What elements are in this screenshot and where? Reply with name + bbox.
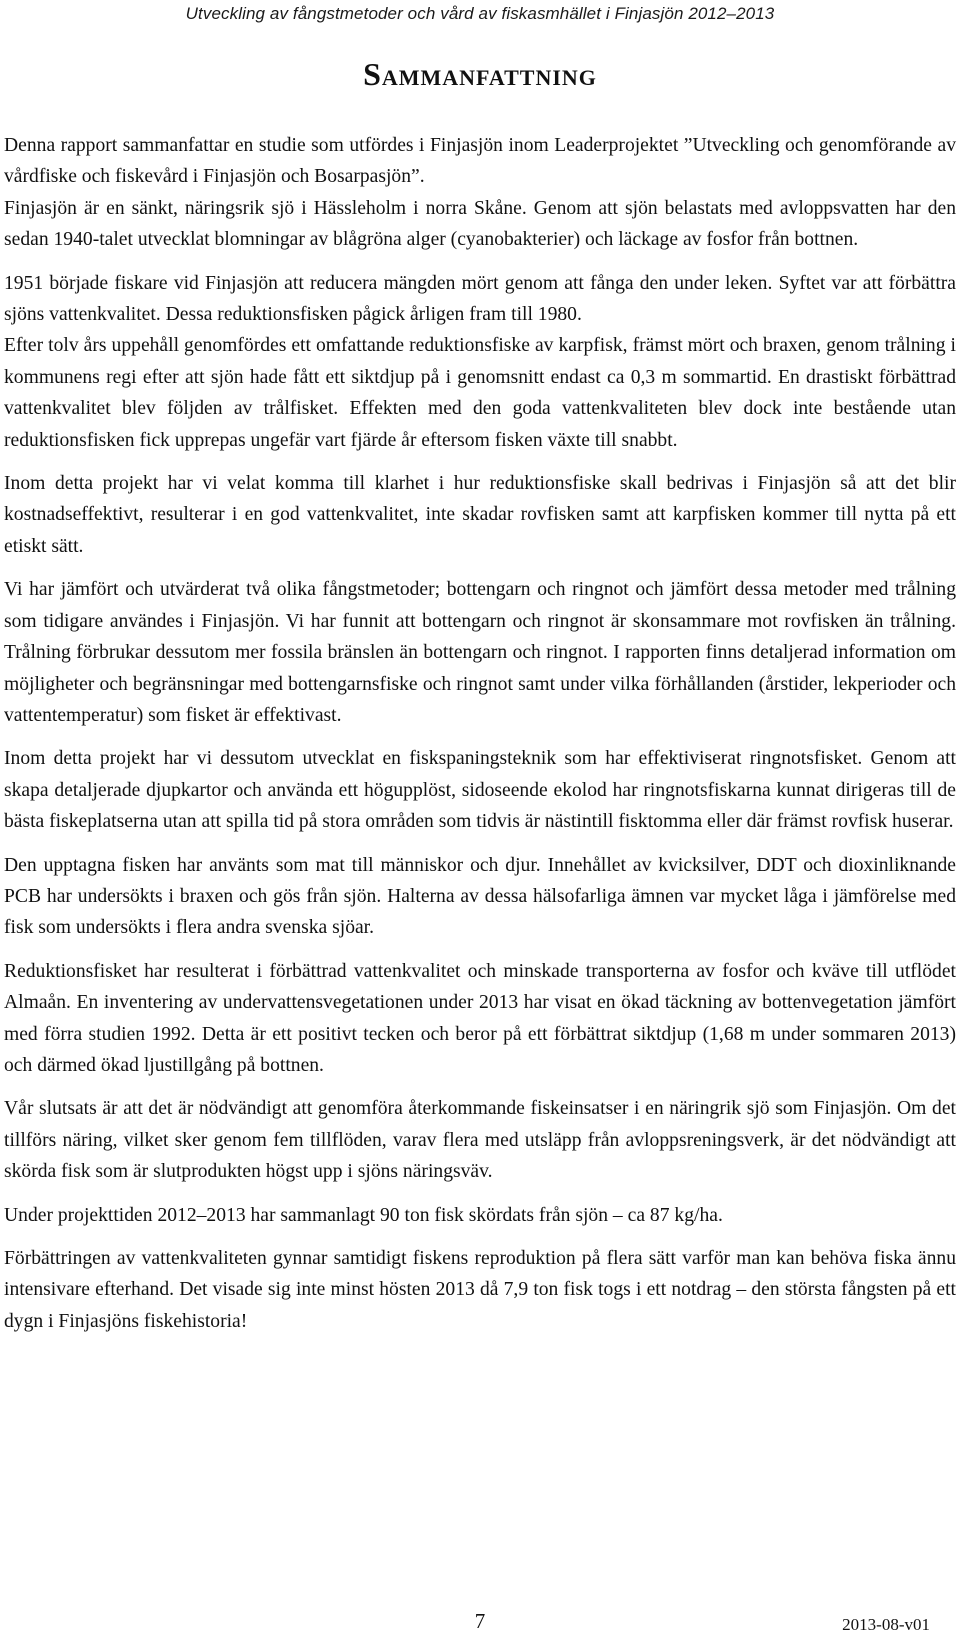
document-version: 2013-08-v01 (842, 1615, 930, 1634)
paragraph: Efter tolv års uppehåll genomfördes ett omfattande reduktionsfiske av karpfisk, främst mört och braxen, genom trålning i kommunens regi efter att sjön hade fått ett siktdjup på i genomsnitt endast ca 0,3 m sommartid. En drastiskt förbättrad vattenkvalitet blev följden av trålfisket. Effekten med den goda vattenkvaliteten blev dock inte bestående utan reduktionsfisken fick upprepas ungefär vart fjärde år eftersom fisken växte till snabbt. (4, 335, 956, 451)
document-body (4, 130, 956, 1349)
paragraph: Vår slutsats är att det är nödvändigt att genomföra återkommande fiskeinsatser i en näringrik sjö som Finjasjön. Om det tillförs näring, vilket sker genom fem tillflöden, varav flera med utsläpp från avloppsreningsverk, är det nödvändigt att skörda fisk som är slutprodukten högst upp i sjöns näringsväv. (4, 1098, 956, 1183)
paragraph: Inom detta projekt har vi dessutom utvecklat en fiskspaningsteknik som har effektiviserat ringnotsfisket. Genom att skapa detaljerade djupkartor och använda ett högupplöst, sidoseende ekolod har ringnotsfiskarna kunnat dirigeras till de bästa fiskeplatserna utan att spilla tid på stora områden som tidvis är nästintill fisktomma eller där främst rovfisk huserar. (4, 748, 956, 833)
page-number: 7 (474, 1609, 486, 1633)
paragraph: Denna rapport sammanfattar en studie som utfördes i Finjasjön inom Leaderprojektet ”Utveckling och genomförande av vårdfiske och fiskevård i Finjasjön och Bosarpasjön”. (4, 135, 956, 188)
paragraph: Reduktionsfisket har resulterat i förbättrad vattenkvalitet och minskade transporterna av fosfor och kväve till utflödet Almaån. En inventering av undervattensvegetationen under 2013 har visat en ökad täckning av bottenvegetation jämfört med förra studien 1992. Detta är ett positivt tecken och beror på ett förbättrat siktdjup (1,68 m under sommaren 2013) och därmed ökad ljustillgång på bottnen. (4, 960, 956, 1076)
paragraph: Inom detta projekt har vi velat komma till klarhet i hur reduktionsfiske skall bedrivas i Finjasjön så att det blir kostnadseffektivt, resulterar i en god vattenkvalitet, inte skadar rovfisken samt att karpfisken kommer till nytta på ett etiskt sätt. (4, 473, 956, 557)
paragraph: Under projekttiden 2012–2013 har sammanlagt 90 ton fisk skördats från sjön – ca 87 kg/ha. (4, 1204, 723, 1226)
paragraph: Vi har jämfört och utvärderat två olika fångstmetoder; bottengarn och ringnot och jämfört dessa metoder med trålning som tidigare användes i Finjasjön. Vi har funnit att bottengarn och ringnot är skonsammare mot rovfisken än trålning. Trålning förbrukar dessutom mer fossila bränslen än bottengarn och ringnot. I rapporten finns detaljerad information om möjligheter och begränsningar med bottengarnsfiske och ringnot samt under vilka förhållanden (årstider, lekperioder och vattentemperatur) som fisket är effektivast. (4, 579, 956, 726)
running-header: Utveckling av fångstmetoder och vård av fiskasmhället i Finjasjön 2012–2013 (185, 4, 775, 23)
paragraph: 1951 började fiskare vid Finjasjön att reducera mängden mört genom att fånga den under leken. Syftet var att förbättra sjöns vattenkvalitet. Dessa reduktionsfisken pågick årligen fram till 1980. (4, 272, 956, 326)
paragraph: Förbättringen av vattenkvaliteten gynnar samtidigt fiskens reproduktion på flera sätt varför man kan behöva fiska ännu intensivare efterhand. Det visade sig inte minst hösten 2013 då 7,9 ton fisk togs i ett notdrag – den största fångsten på ett dygn i Finjasjöns fiskehistoria! (4, 1248, 956, 1332)
paragraph: Finjasjön är en sänkt, näringsrik sjö i Hässleholm i norra Skåne. Genom att sjön belastats med avloppsvatten har den sedan 1940-talet utvecklat blomningar av blågröna alger (cyanobakterier) och läckage av fosfor från bottnen. (4, 197, 956, 251)
page-title: Sammanfattning (363, 56, 597, 92)
paragraph: Den upptagna fisken har använts som mat till människor och djur. Innehållet av kvicksilver, DDT och dioxinliknande PCB har undersökts i braxen och gös från sjön. Halterna av dessa hälsofarliga ämnen var mycket låga i jämförelse med fisk som undersökts i flera andra svenska sjöar. (4, 854, 956, 939)
